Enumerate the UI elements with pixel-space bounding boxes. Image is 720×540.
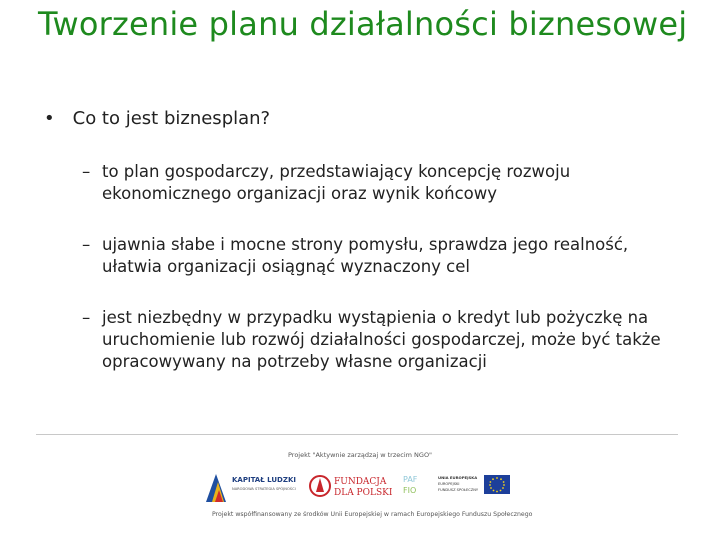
subpoint (82, 307, 692, 373)
subpoint-text: ujawnia słabe i mocne strony pomysłu, sprawdza jego realność, ułatwia organizacji osiągnąć wyznaczony cel (102, 235, 629, 276)
main-bullet (44, 106, 270, 132)
ue-line1: UNIA EUROPEJSKA (438, 475, 478, 480)
fundacja-line2: DLA POLSKI (334, 488, 393, 498)
dash-icon: – (82, 235, 91, 254)
pafpio-line1: PAF (403, 475, 418, 484)
fundacja-dla-polski-logo (308, 470, 396, 502)
subpoint-text: to plan gospodarczy, przedstawiający koncepcję rozwoju ekonomicznego organizacji oraz wynik końcowy (102, 162, 571, 203)
ue-line2: EUROPEJSKI (438, 482, 460, 486)
kapital-ludzki-name: KAPITAŁ LUDZKI (232, 476, 296, 484)
kapital-ludzki-sub: NARODOWA STRATEGIA SPÓJNOŚCI (232, 487, 296, 491)
main-bullet-text: Co to jest biznesplan? (72, 108, 271, 129)
pafpio-line2: FIO (403, 486, 417, 495)
fundacja-line1: FUNDACJA (334, 477, 387, 487)
dash-icon: – (82, 162, 91, 181)
footer-divider (36, 434, 678, 435)
dash-icon: – (82, 308, 91, 327)
slide-title: Tworzenie planu działalności biznesowej (38, 5, 688, 43)
kapital-ludzki-logo (204, 468, 296, 504)
ue-line3: FUNDUSZ SPOŁECZNY (438, 488, 479, 492)
paf-fio-logo (402, 472, 432, 496)
bullet-dot-icon: • (44, 108, 55, 129)
subpoint (82, 161, 692, 205)
subpoint (82, 234, 692, 278)
cofinance-note: Projekt współfinansowany ze środków Unii Europejskiej w ramach Europejskiego Funduszu Społecznego (212, 511, 533, 518)
subpoint-text: jest niezbędny w przypadku wystąpienia o kredyt lub pożyczkę na uruchomienie lub rozwój działalności gospodarczej, może być także opracowywany na potrzeby własne organizacji (102, 308, 661, 371)
eu-logo (438, 470, 514, 500)
footer-project-name: Projekt "Aktywnie zarządzaj w trzecim NGO" (288, 451, 433, 459)
